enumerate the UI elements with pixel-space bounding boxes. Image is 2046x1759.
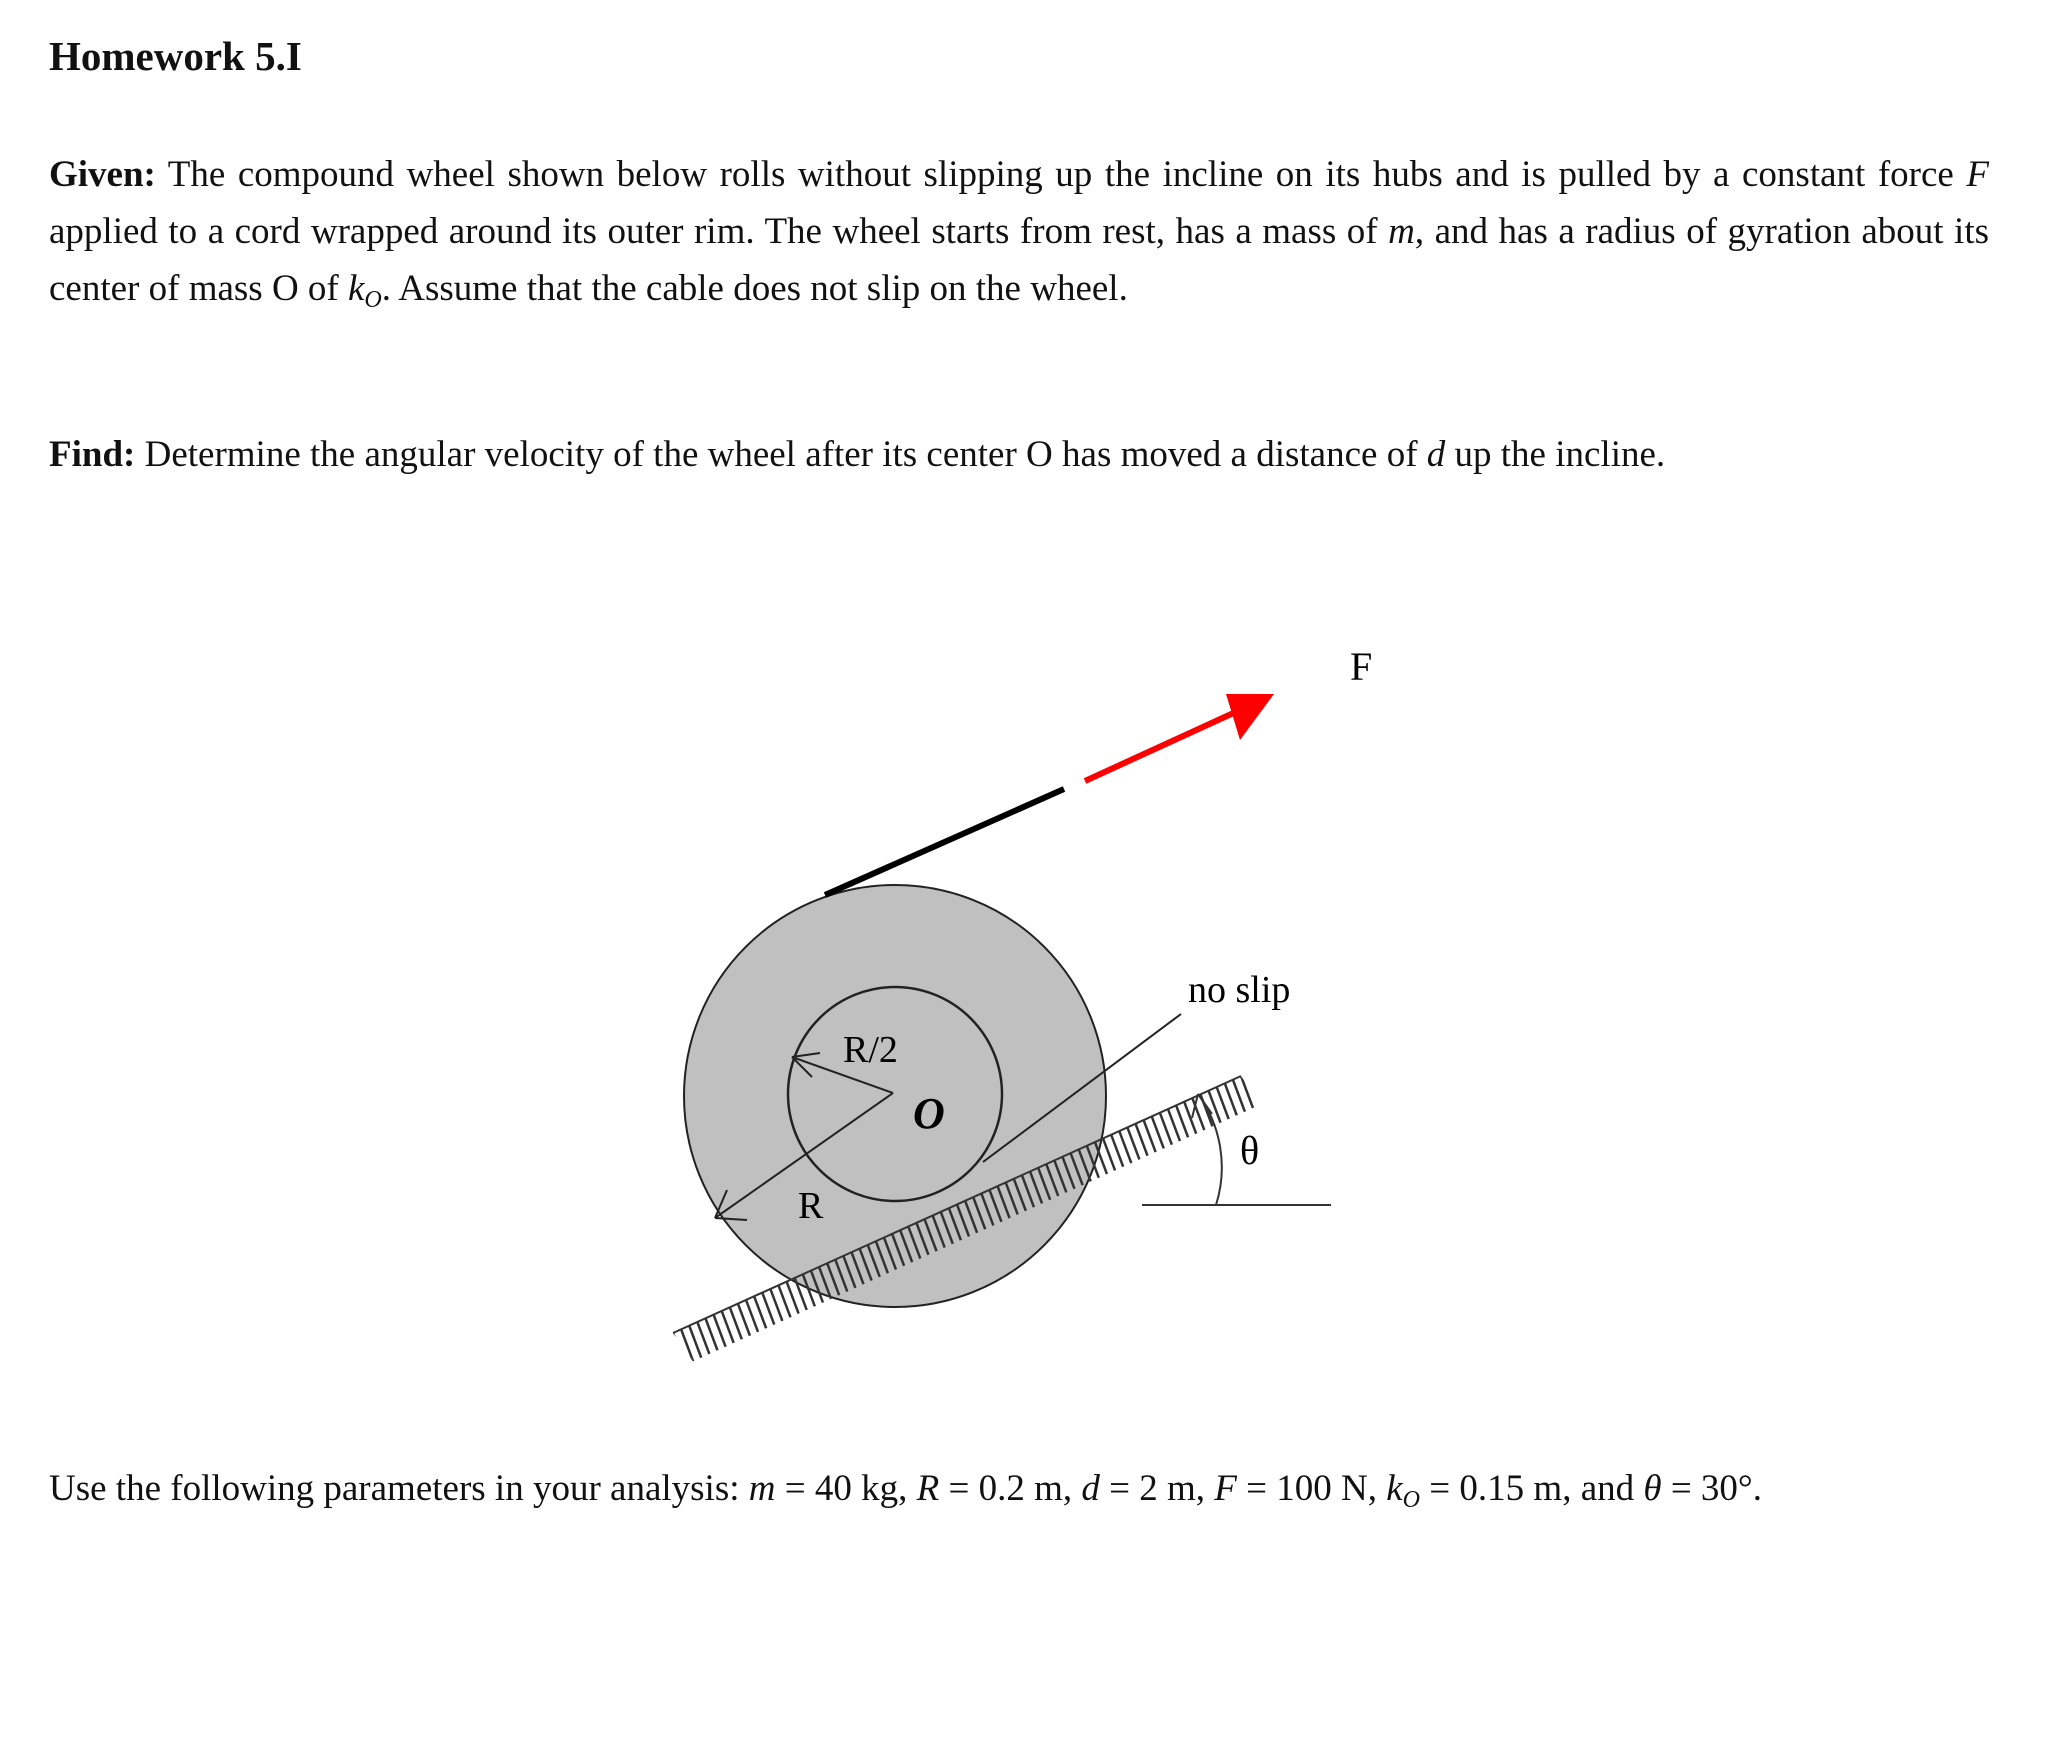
param-theta-value: = 30°. <box>1661 1468 1762 1509</box>
find-label: Find: <box>49 434 136 475</box>
no-slip-label: no slip <box>1188 969 1291 1011</box>
param-d-value: = 2 m, <box>1099 1468 1215 1509</box>
param-F-value: = 100 N, <box>1236 1468 1387 1509</box>
param-k: k <box>1386 1468 1403 1509</box>
given-text: The compound wheel shown below rolls without slipping up the incline on its hubs and is pulled by a constant force <box>155 154 1967 195</box>
param-d: d <box>1081 1468 1100 1509</box>
given-text: . Assume that the cable does not slip on the wheel. <box>381 268 1128 309</box>
find-text: Determine the angular velocity of the wheel after its center O has moved a distance of <box>135 434 1427 475</box>
params-text: Use the following parameters in your analysis: <box>49 1468 749 1509</box>
given-label: Given: <box>49 154 156 195</box>
param-k-value: = 0.15 m, and <box>1420 1468 1644 1509</box>
cable <box>825 789 1064 895</box>
param-k-subscript: O <box>1402 1487 1421 1514</box>
given-text: , and has a radius of gyration about its center of mass O of <box>49 211 1989 309</box>
find-text: up the incline. <box>1445 434 1666 475</box>
outer-radius-label: R <box>798 1185 824 1227</box>
var-m: m <box>1388 211 1415 252</box>
param-m-value: = 40 kg, <box>775 1468 917 1509</box>
param-F: F <box>1214 1468 1237 1509</box>
page-title: Homework 5.I <box>49 33 302 79</box>
force-label: F <box>1350 644 1373 689</box>
var-k: k <box>347 268 365 309</box>
parameters-paragraph <box>49 1460 1989 1529</box>
inner-hub <box>788 987 1002 1201</box>
force-arrow-shaft <box>1085 710 1240 781</box>
param-R: R <box>916 1468 940 1509</box>
var-F: F <box>1966 154 1989 195</box>
var-d: d <box>1426 434 1446 475</box>
param-m: m <box>748 1468 776 1509</box>
inner-radius-label: R/2 <box>843 1029 898 1071</box>
angle-label: θ <box>1240 1128 1260 1173</box>
given-text: applied to a cord wrapped around its outer rim. The wheel starts from rest, has a mass of <box>49 211 1389 252</box>
center-label: O <box>913 1089 945 1138</box>
force-arrow-head <box>1226 694 1274 740</box>
param-theta: θ <box>1643 1468 1662 1509</box>
param-R-value: = 0.2 m, <box>939 1468 1082 1509</box>
var-k-subscript: O <box>364 287 382 314</box>
